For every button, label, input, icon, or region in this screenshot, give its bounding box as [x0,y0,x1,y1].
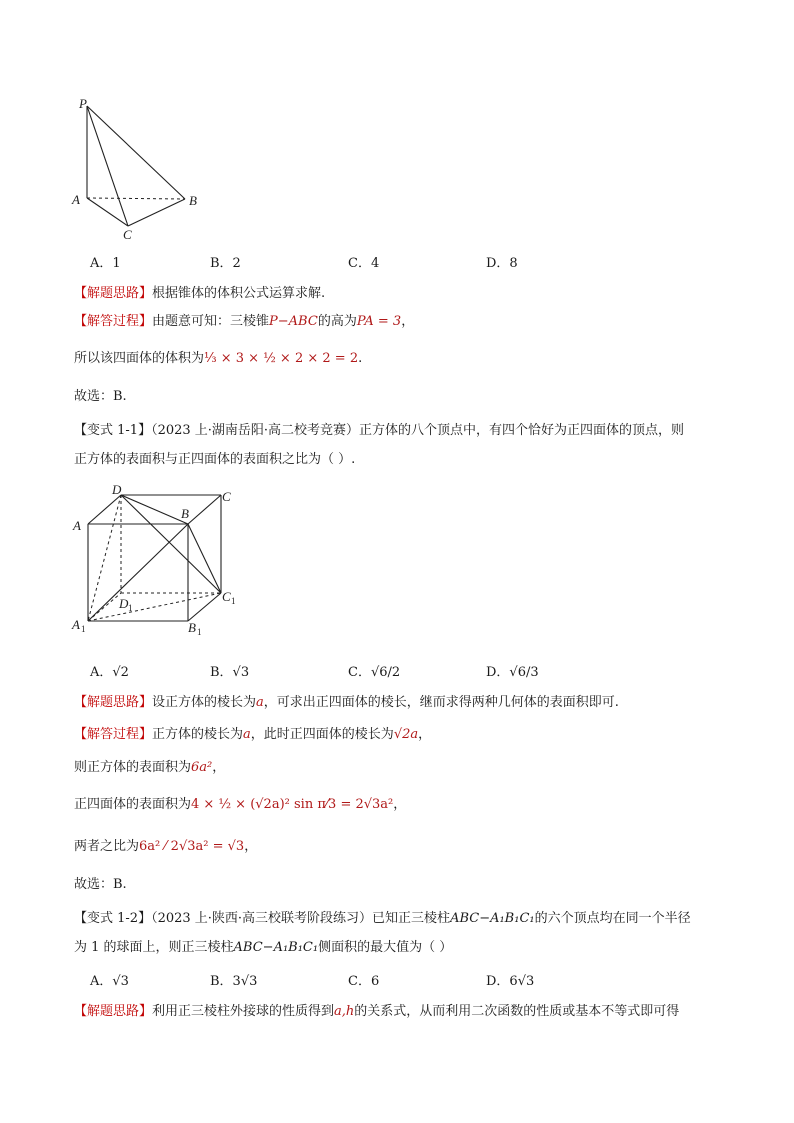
variant-1-1-stem-line2: 正方体的表面积与正四面体的表面积之比为（ ）. [74,452,356,467]
q1-answer: 故选：B. [74,389,127,404]
svg-text:1: 1 [128,603,133,613]
variant-1-1-tag: 【变式 1-1】 [74,423,152,438]
q1-process: 【解答过程】由题意可知：三棱锥P−ABC的高为PA = 3， [74,314,415,329]
edge-pc [87,106,128,226]
variant-1-2-tag: 【变式 1-2】 [74,911,152,926]
variant-1-2-option-a: A．√3 [90,974,129,989]
q1-volume: 所以该四面体的体积为⅓ × 3 × ½ × 2 × 2 = 2. [74,351,363,366]
q1-option-d: D．8 [486,256,518,271]
q1-option-c: C．4 [348,256,380,271]
variant-1-2-thought: 【解题思路】利用正三棱柱外接球的性质得到a,h的关系式，从而利用二次函数的性质或基本不等式即可得 [74,1004,680,1019]
svg-text:1: 1 [81,624,86,634]
q1-option-b: B．2 [210,256,241,271]
variant-1-2-stem-line2: 为 1 的球面上，则正三棱柱ABC−A₁B₁C₁侧面积的最大值为（ ） [74,940,453,955]
variant-1-2-thought-tag: 【解题思路】 [74,1004,153,1019]
label-b: B [189,193,197,208]
variant-1-1-cube-area: 则正方体的表面积为6a²， [74,760,226,775]
variant-1-1-option-c: C．√6/2 [348,665,401,680]
variant-1-1-process: 【解答过程】正方体的棱长为a，此时正四面体的棱长为√2a， [74,727,432,742]
label-a: A [72,192,80,207]
variant-1-2-stem-line1: 【变式 1-2】（2023 上·陕西·高三校联考阶段练习）已知正三棱柱ABC−A₁B₁C₁的六个顶点均在同一个半径 [74,911,691,926]
variant-1-2-option-c: C．6 [348,974,380,989]
variant-1-2-option-d: D．6√3 [486,974,535,989]
cube-figure [60,480,250,640]
label-c: C [222,489,231,504]
edge-ac [87,198,128,226]
svg-text:1: 1 [197,627,202,637]
q1-thought: 【解题思路】根据锥体的体积公式运算求解. [74,286,326,301]
variant-1-1-thought: 【解题思路】设正方体的棱长为a，可求出正四面体的棱长，继而求得两种几何体的表面积即可. [74,695,619,710]
label-c1: C [222,589,231,604]
variant-1-1-stem-line1: 【变式 1-1】（2023 上·湖南岳阳·高二校考竞赛）正方体的八个顶点中，有四个恰好为正四面体的顶点，则 [74,423,685,438]
edge-cb [128,199,185,226]
variant-1-1-option-d: D．√6/3 [486,665,539,680]
svg-text:1: 1 [231,596,236,606]
label-p: P [79,96,87,111]
variant-1-1-answer: 故选：B. [74,877,127,892]
variant-1-1-process-tag: 【解答过程】 [74,727,153,742]
variant-1-1-tetra-area: 正四面体的表面积为4 × ½ × (√2a)² sin π⁄3 = 2√3a²， [74,797,407,812]
label-a1: A [72,617,80,632]
label-c: C [123,227,132,242]
q1-process-tag: 【解答过程】 [74,314,153,329]
variant-1-1-option-b: B．√3 [210,665,250,680]
label-d: D [112,482,122,497]
label-d1: D [119,596,129,611]
q1-option-a: A．1 [90,256,121,271]
label-a: A [73,518,81,533]
q1-thought-tag: 【解题思路】 [74,286,153,301]
variant-1-1-ratio: 两者之比为6a² ⁄ 2√3a² = √3， [74,839,258,854]
edge-ab-hidden [87,198,185,199]
edge-pb [87,106,185,199]
variant-1-1-thought-tag: 【解题思路】 [74,695,153,710]
variant-1-2-option-b: B．3√3 [210,974,258,989]
label-b: B [181,506,189,521]
label-b1: B [188,620,196,635]
variant-1-1-option-a: A．√2 [90,665,129,680]
tetrahedron-figure [60,92,220,242]
